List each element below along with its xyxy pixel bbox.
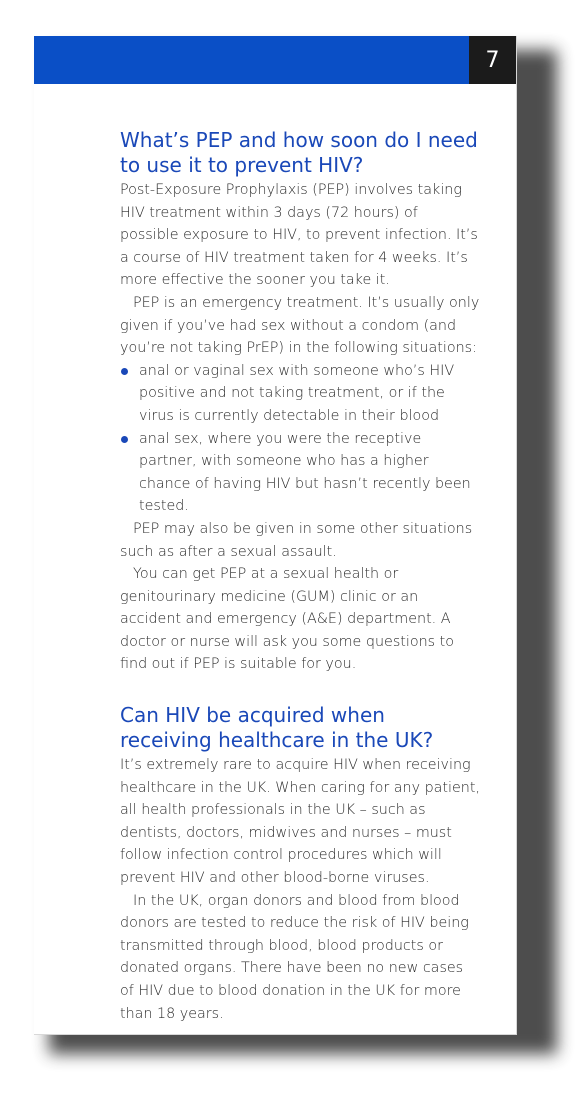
list-item: [120, 360, 480, 428]
paragraph: In the UK, organ donors and blood from blood donors are tested to reduce the risk of HIV being transmitted through blood, blood products or donated organs. There have been no new cases of HIV due to blood donation in the UK for more than 18 years.: [120, 892, 469, 1022]
paragraph: You can get PEP at a sexual health or genitourinary medicine (GUM) clinic or an accident and emergency (A&E) department. A doctor or nurse will ask you some questions to find out if PEP is suitable for you.: [120, 566, 454, 673]
header-bar: [34, 36, 469, 84]
situations-list: [120, 360, 480, 518]
page-number: 7: [469, 36, 516, 84]
paragraph: Post-Exposure Prophylaxis (PEP) involves taking HIV treatment within 3 days (72 hours) of possible exposure to HIV, to prevent infection. It’s a course of HIV treatment taken for 4 weeks. It’s more effective the sooner you take it.: [120, 182, 478, 289]
section-heading-healthcare: Can HIV be acquired when receiving healthcare in the UK?: [120, 703, 434, 753]
bullet-icon: [121, 368, 128, 375]
bullet-icon: [121, 436, 128, 443]
page-content: [120, 128, 480, 1025]
paragraph: PEP is an emergency treatment. It’s usually only given if you’ve had sex without a condom (and you’re not taking PrEP) in the following situations:: [120, 294, 480, 357]
section-heading-pep: What’s PEP and how soon do I need to use it to prevent HIV?: [120, 128, 478, 177]
paragraph: It’s extremely rare to acquire HIV when receiving healthcare in the UK. When caring for any patient, all health professionals in the UK – such as dentists, doctors, midwives and nurses – must follow infection control procedures which will prevent HIV and other blood-borne viruses.: [120, 757, 481, 887]
list-item: [120, 428, 480, 518]
paragraph: PEP may also be given in some other situations such as after a sexual assault.: [120, 520, 473, 560]
list-item-text: anal or vaginal sex with someone who’s HIV positive and not taking treatment, or if the virus is currently detectable in their blood: [139, 362, 455, 424]
list-item-text: anal sex, where you were the receptive partner, with someone who has a higher chance of having HIV but hasn’t recently been tested.: [139, 430, 471, 515]
leaflet-page: [34, 36, 517, 1035]
